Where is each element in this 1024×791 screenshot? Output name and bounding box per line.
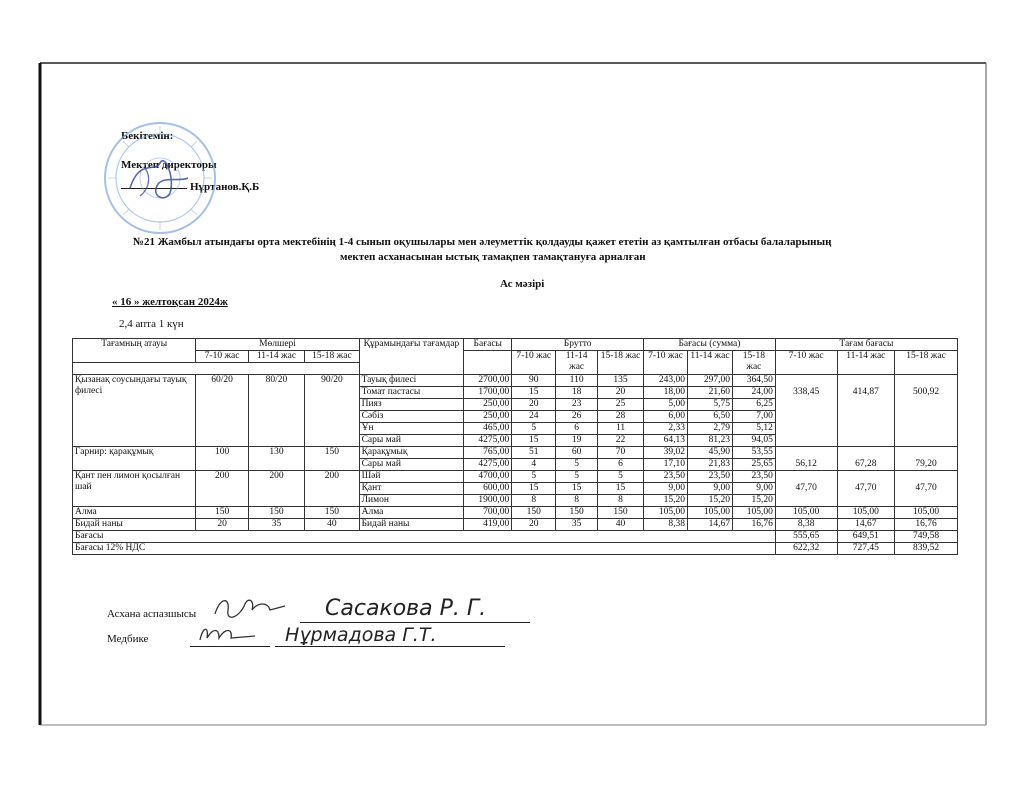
brutto-11-14: 35 — [556, 519, 598, 531]
portion-15-18: 150 — [305, 447, 359, 471]
dish-name: Алма — [73, 507, 196, 519]
sum-7-10: 2,33 — [644, 423, 688, 435]
sum-15-18: 23,50 — [732, 471, 775, 483]
brutto-15-18: 40 — [598, 519, 644, 531]
brutto-11-14: 150 — [556, 507, 598, 519]
sum-7-10: 15,20 — [644, 495, 688, 507]
table-row — [73, 375, 958, 387]
brutto-7-10: 90 — [512, 375, 556, 387]
portion-7-10: 20 — [196, 519, 248, 531]
director-name: Нұртанов.Қ.Б — [190, 181, 260, 193]
ingredient: Қарақұмық — [359, 447, 464, 459]
sum-15-18: 24,00 — [732, 387, 775, 399]
brutto-11-14: 26 — [556, 411, 598, 423]
dish-total-15-18: 47,70 — [895, 471, 958, 507]
portion-7-10: 200 — [196, 471, 248, 507]
approval-label: Бекітемін: — [121, 130, 174, 142]
sum-15-18: 5,12 — [732, 423, 775, 435]
portion-7-10: 150 — [196, 507, 248, 519]
header-ingredients: Құрамындағы тағамдар — [359, 339, 464, 375]
portion-15-18: 150 — [305, 507, 359, 519]
brutto-15-18: 70 — [598, 447, 644, 459]
brutto-7-10: 15 — [512, 483, 556, 495]
portion-11-14: 80/20 — [248, 375, 304, 447]
brutto-7-10: 15 — [512, 435, 556, 447]
ingredient-price: 419,00 — [464, 519, 512, 531]
ingredient: Бидай наны — [359, 519, 464, 531]
brutto-11-14: 23 — [556, 399, 598, 411]
ingredient-price: 4275,00 — [464, 435, 512, 447]
table-row — [73, 507, 958, 519]
ingredient: Сәбіз — [359, 411, 464, 423]
nurse-label: Медбике — [107, 633, 149, 645]
sum-11-14: 14,67 — [687, 519, 732, 531]
table-row — [73, 471, 958, 483]
sum-15-18: 9,00 — [732, 483, 775, 495]
nurse-signature — [195, 620, 265, 648]
brutto-7-10: 15 — [512, 387, 556, 399]
header-portion: Мөлшері — [196, 339, 359, 351]
brutto-15-18: 15 — [598, 483, 644, 495]
chef-name-line — [300, 622, 530, 623]
brutto-15-18: 20 — [598, 387, 644, 399]
school-seal-stamp — [100, 118, 220, 238]
ingredient: Лимон — [359, 495, 464, 507]
chef-handwritten-name: Сасакова Р. Г. — [325, 596, 487, 621]
sum-15-18: 15,20 — [732, 495, 775, 507]
brutto-15-18: 28 — [598, 411, 644, 423]
dish-total-11-14: 47,70 — [837, 471, 895, 507]
header-price: Бағасы — [464, 339, 512, 351]
sum-7-10: 18,00 — [644, 387, 688, 399]
brutto-15-18: 11 — [598, 423, 644, 435]
table-row — [73, 447, 958, 459]
director-position: Мектеп директоры — [121, 159, 217, 171]
brutto-age-7-10: 7-10 жас — [512, 351, 556, 375]
ingredient: Қант — [359, 483, 464, 495]
menu-date: « 16 » желтоқсан 2024ж — [112, 296, 228, 308]
brutto-7-10: 5 — [512, 471, 556, 483]
ingredient-price: 250,00 — [464, 399, 512, 411]
sum-7-10: 243,00 — [644, 375, 688, 387]
nurse-signature-line — [190, 646, 270, 647]
ingredient-price: 465,00 — [464, 423, 512, 435]
dish-name: Қызанақ соусындағы тауық филесі — [73, 375, 196, 447]
sum-11-14: 2,79 — [687, 423, 732, 435]
sum-7-10: 8,38 — [644, 519, 688, 531]
portion-15-18: 90/20 — [305, 375, 359, 447]
brutto-7-10: 150 — [512, 507, 556, 519]
header-age-7-10: 7-10 жас — [196, 351, 248, 363]
sum-age-7-10: 7-10 жас — [644, 351, 688, 375]
ingredient-price: 765,00 — [464, 447, 512, 459]
dish-total-7-10: 338,45 — [775, 375, 837, 447]
table-row-vat — [73, 543, 958, 555]
brutto-15-18: 22 — [598, 435, 644, 447]
ingredient-price: 2700,00 — [464, 375, 512, 387]
portion-11-14: 200 — [248, 471, 304, 507]
ingredient: Пияз — [359, 399, 464, 411]
portion-7-10: 100 — [196, 447, 248, 471]
menu-table — [72, 338, 958, 555]
dish-total-15-18: 105,00 — [895, 507, 958, 519]
brutto-11-14: 60 — [556, 447, 598, 459]
ingredient-price: 250,00 — [464, 411, 512, 423]
brutto-7-10: 20 — [512, 399, 556, 411]
chef-label: Асхана аспазшысы — [107, 608, 197, 620]
final-11-14: 727,45 — [837, 543, 895, 555]
total-15-18: 16,76 — [895, 519, 958, 531]
sum-11-14: 81,23 — [687, 435, 732, 447]
sum-15-18: 6,25 — [732, 399, 775, 411]
sum-7-10: 39,02 — [644, 447, 688, 459]
brutto-11-14: 5 — [556, 471, 598, 483]
sum-11-14: 6,50 — [687, 411, 732, 423]
brutto-age-15-18: 15-18 жас — [598, 351, 644, 375]
dish-total-15-18: 500,92 — [895, 375, 958, 447]
nurse-name-line — [275, 646, 505, 647]
header-brutto: Брутто — [512, 339, 644, 351]
brutto-11-14: 19 — [556, 435, 598, 447]
dish-name: Қант пен лимон қосылған шай — [73, 471, 196, 507]
sum-15-18: 364,50 — [732, 375, 775, 387]
ingredient: Ұн — [359, 423, 464, 435]
table-header-row — [73, 339, 958, 351]
brutto-age-11-14: 11-14 жас — [556, 351, 598, 375]
chef-signature — [210, 592, 290, 622]
dishprice-age-7-10: 7-10 жас — [775, 351, 837, 375]
final-15-18: 839,52 — [895, 543, 958, 555]
vat-label: Бағасы 12% НДС — [73, 543, 776, 555]
ingredient-price: 600,00 — [464, 483, 512, 495]
ingredient: Сары май — [359, 435, 464, 447]
ingredient-price: 1900,00 — [464, 495, 512, 507]
brutto-11-14: 8 — [556, 495, 598, 507]
header-age-15-18: 15-18 жас — [305, 351, 359, 363]
table-row-total — [73, 531, 958, 543]
header-dish: Тағамның атауы — [73, 339, 196, 363]
brutto-15-18: 6 — [598, 459, 644, 471]
ingredient: Томат пастасы — [359, 387, 464, 399]
ingredient: Сары май — [359, 459, 464, 471]
ingredient: Шәй — [359, 471, 464, 483]
sum-7-10: 105,00 — [644, 507, 688, 519]
ingredient: Алма — [359, 507, 464, 519]
sum-7-10: 17,10 — [644, 459, 688, 471]
header-age-11-14: 11-14 жас — [248, 351, 304, 363]
vat-15-18: 749,58 — [895, 531, 958, 543]
ingredient-price: 4700,00 — [464, 471, 512, 483]
brutto-15-18: 5 — [598, 471, 644, 483]
sum-11-14: 21,83 — [687, 459, 732, 471]
dish-total-15-18: 79,20 — [895, 447, 958, 471]
nurse-handwritten-name: Нұрмадова Г.Т. — [285, 624, 437, 646]
sum-15-18: 94,05 — [732, 435, 775, 447]
dish-total-7-10: 47,70 — [775, 471, 837, 507]
total-11-14: 14,67 — [837, 519, 895, 531]
dish-total-11-14: 105,00 — [837, 507, 895, 519]
brutto-15-18: 135 — [598, 375, 644, 387]
brutto-7-10: 51 — [512, 447, 556, 459]
ingredient-price: 700,00 — [464, 507, 512, 519]
brutto-11-14: 15 — [556, 483, 598, 495]
week-day-label: 2,4 апта 1 күн — [119, 318, 184, 330]
sum-7-10: 6,00 — [644, 411, 688, 423]
final-7-10: 622,32 — [775, 543, 837, 555]
brutto-7-10: 20 — [512, 519, 556, 531]
sum-11-14: 297,00 — [687, 375, 732, 387]
vat-7-10: 555,65 — [775, 531, 837, 543]
portion-7-10: 60/20 — [196, 375, 248, 447]
dish-total-11-14: 414,87 — [837, 375, 895, 447]
ingredient-price: 1700,00 — [464, 387, 512, 399]
brutto-11-14: 110 — [556, 375, 598, 387]
sum-11-14: 45,90 — [687, 447, 732, 459]
brutto-7-10: 4 — [512, 459, 556, 471]
sum-11-14: 15,20 — [687, 495, 732, 507]
header-spacer — [73, 363, 360, 375]
sum-7-10: 64,13 — [644, 435, 688, 447]
sum-11-14: 9,00 — [687, 483, 732, 495]
table-header-ages — [73, 351, 958, 363]
dishprice-age-15-18: 15-18 жас — [895, 351, 958, 375]
sum-15-18: 105,00 — [732, 507, 775, 519]
brutto-7-10: 8 — [512, 495, 556, 507]
sum-age-11-14: 11-14 жас — [687, 351, 732, 375]
ingredient-price: 4275,00 — [464, 459, 512, 471]
portion-11-14: 35 — [248, 519, 304, 531]
brutto-15-18: 150 — [598, 507, 644, 519]
header-dish-price: Тағам бағасы — [775, 339, 957, 351]
brutto-7-10: 24 — [512, 411, 556, 423]
sum-15-18: 53,55 — [732, 447, 775, 459]
document-title: Ас мәзірі — [500, 278, 545, 290]
sum-7-10: 5,00 — [644, 399, 688, 411]
table-row — [73, 519, 958, 531]
brutto-11-14: 5 — [556, 459, 598, 471]
vat-11-14: 649,51 — [837, 531, 895, 543]
brutto-11-14: 6 — [556, 423, 598, 435]
sum-age-15-18: 15-18 жас — [732, 351, 775, 375]
dish-name: Гарнир: қарақұмық — [73, 447, 196, 471]
brutto-15-18: 25 — [598, 399, 644, 411]
dishprice-age-11-14: 11-14 жас — [837, 351, 895, 375]
brutto-15-18: 8 — [598, 495, 644, 507]
portion-11-14: 150 — [248, 507, 304, 519]
sum-15-18: 7,00 — [732, 411, 775, 423]
sum-11-14: 23,50 — [687, 471, 732, 483]
dish-name: Бидай наны — [73, 519, 196, 531]
sum-7-10: 23,50 — [644, 471, 688, 483]
sum-15-18: 16,76 — [732, 519, 775, 531]
brutto-11-14: 18 — [556, 387, 598, 399]
heading-line-2: мектеп асханасынан ыстық тамақпен тамақтануға арналған — [340, 251, 646, 263]
header-price-blank — [464, 351, 512, 375]
portion-11-14: 130 — [248, 447, 304, 471]
sum-11-14: 105,00 — [687, 507, 732, 519]
total-label: Бағасы — [73, 531, 776, 543]
sum-11-14: 5,75 — [687, 399, 732, 411]
heading-line-1: №21 Жамбыл атындағы орта мектебінің 1-4 сынып оқушылары мен әлеуметтік қолдауды қажет ететін аз қамтылған отбасы балаларының — [133, 236, 832, 248]
dish-total-7-10: 56,12 — [775, 447, 837, 471]
sum-7-10: 9,00 — [644, 483, 688, 495]
dish-total-7-10: 105,00 — [775, 507, 837, 519]
dish-total-11-14: 67,28 — [837, 447, 895, 471]
sum-11-14: 21,60 — [687, 387, 732, 399]
sum-15-18: 25,65 — [732, 459, 775, 471]
header-sum: Бағасы (сумма) — [644, 339, 776, 351]
total-7-10: 8,38 — [775, 519, 837, 531]
brutto-7-10: 5 — [512, 423, 556, 435]
portion-15-18: 40 — [305, 519, 359, 531]
ingredient: Тауық филесі — [359, 375, 464, 387]
portion-15-18: 200 — [305, 471, 359, 507]
